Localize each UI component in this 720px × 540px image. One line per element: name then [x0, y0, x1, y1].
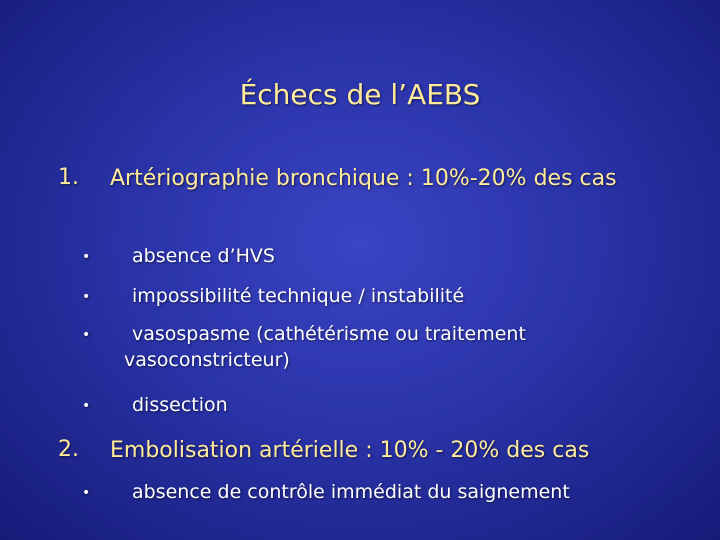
slide-title: Échecs de l’AEBS: [239, 78, 481, 111]
section-1-heading: Artériographie bronchique : 10%-20% des cas: [110, 166, 617, 191]
section-1-number: 1.: [58, 165, 79, 190]
section-1-item-4: dissection: [132, 394, 228, 416]
section-2-item-1: absence de contrôle immédiat du saignement: [132, 481, 570, 503]
section-2-heading: Embolisation artérielle : 10% - 20% des cas: [110, 438, 590, 463]
bullet-icon: •: [82, 327, 91, 343]
section-1-item-2: impossibilité technique / instabilité: [132, 285, 465, 307]
bullet-icon: •: [82, 485, 91, 501]
bullet-icon: •: [82, 398, 91, 414]
section-1-item-1: absence d’HVS: [132, 245, 275, 267]
bullet-icon: •: [82, 289, 91, 305]
section-1-item-3: vasospasme (cathétérisme ou traitement vasoconstricteur): [124, 323, 526, 371]
bullet-icon: •: [82, 249, 91, 265]
section-2-number: 2.: [58, 437, 79, 462]
